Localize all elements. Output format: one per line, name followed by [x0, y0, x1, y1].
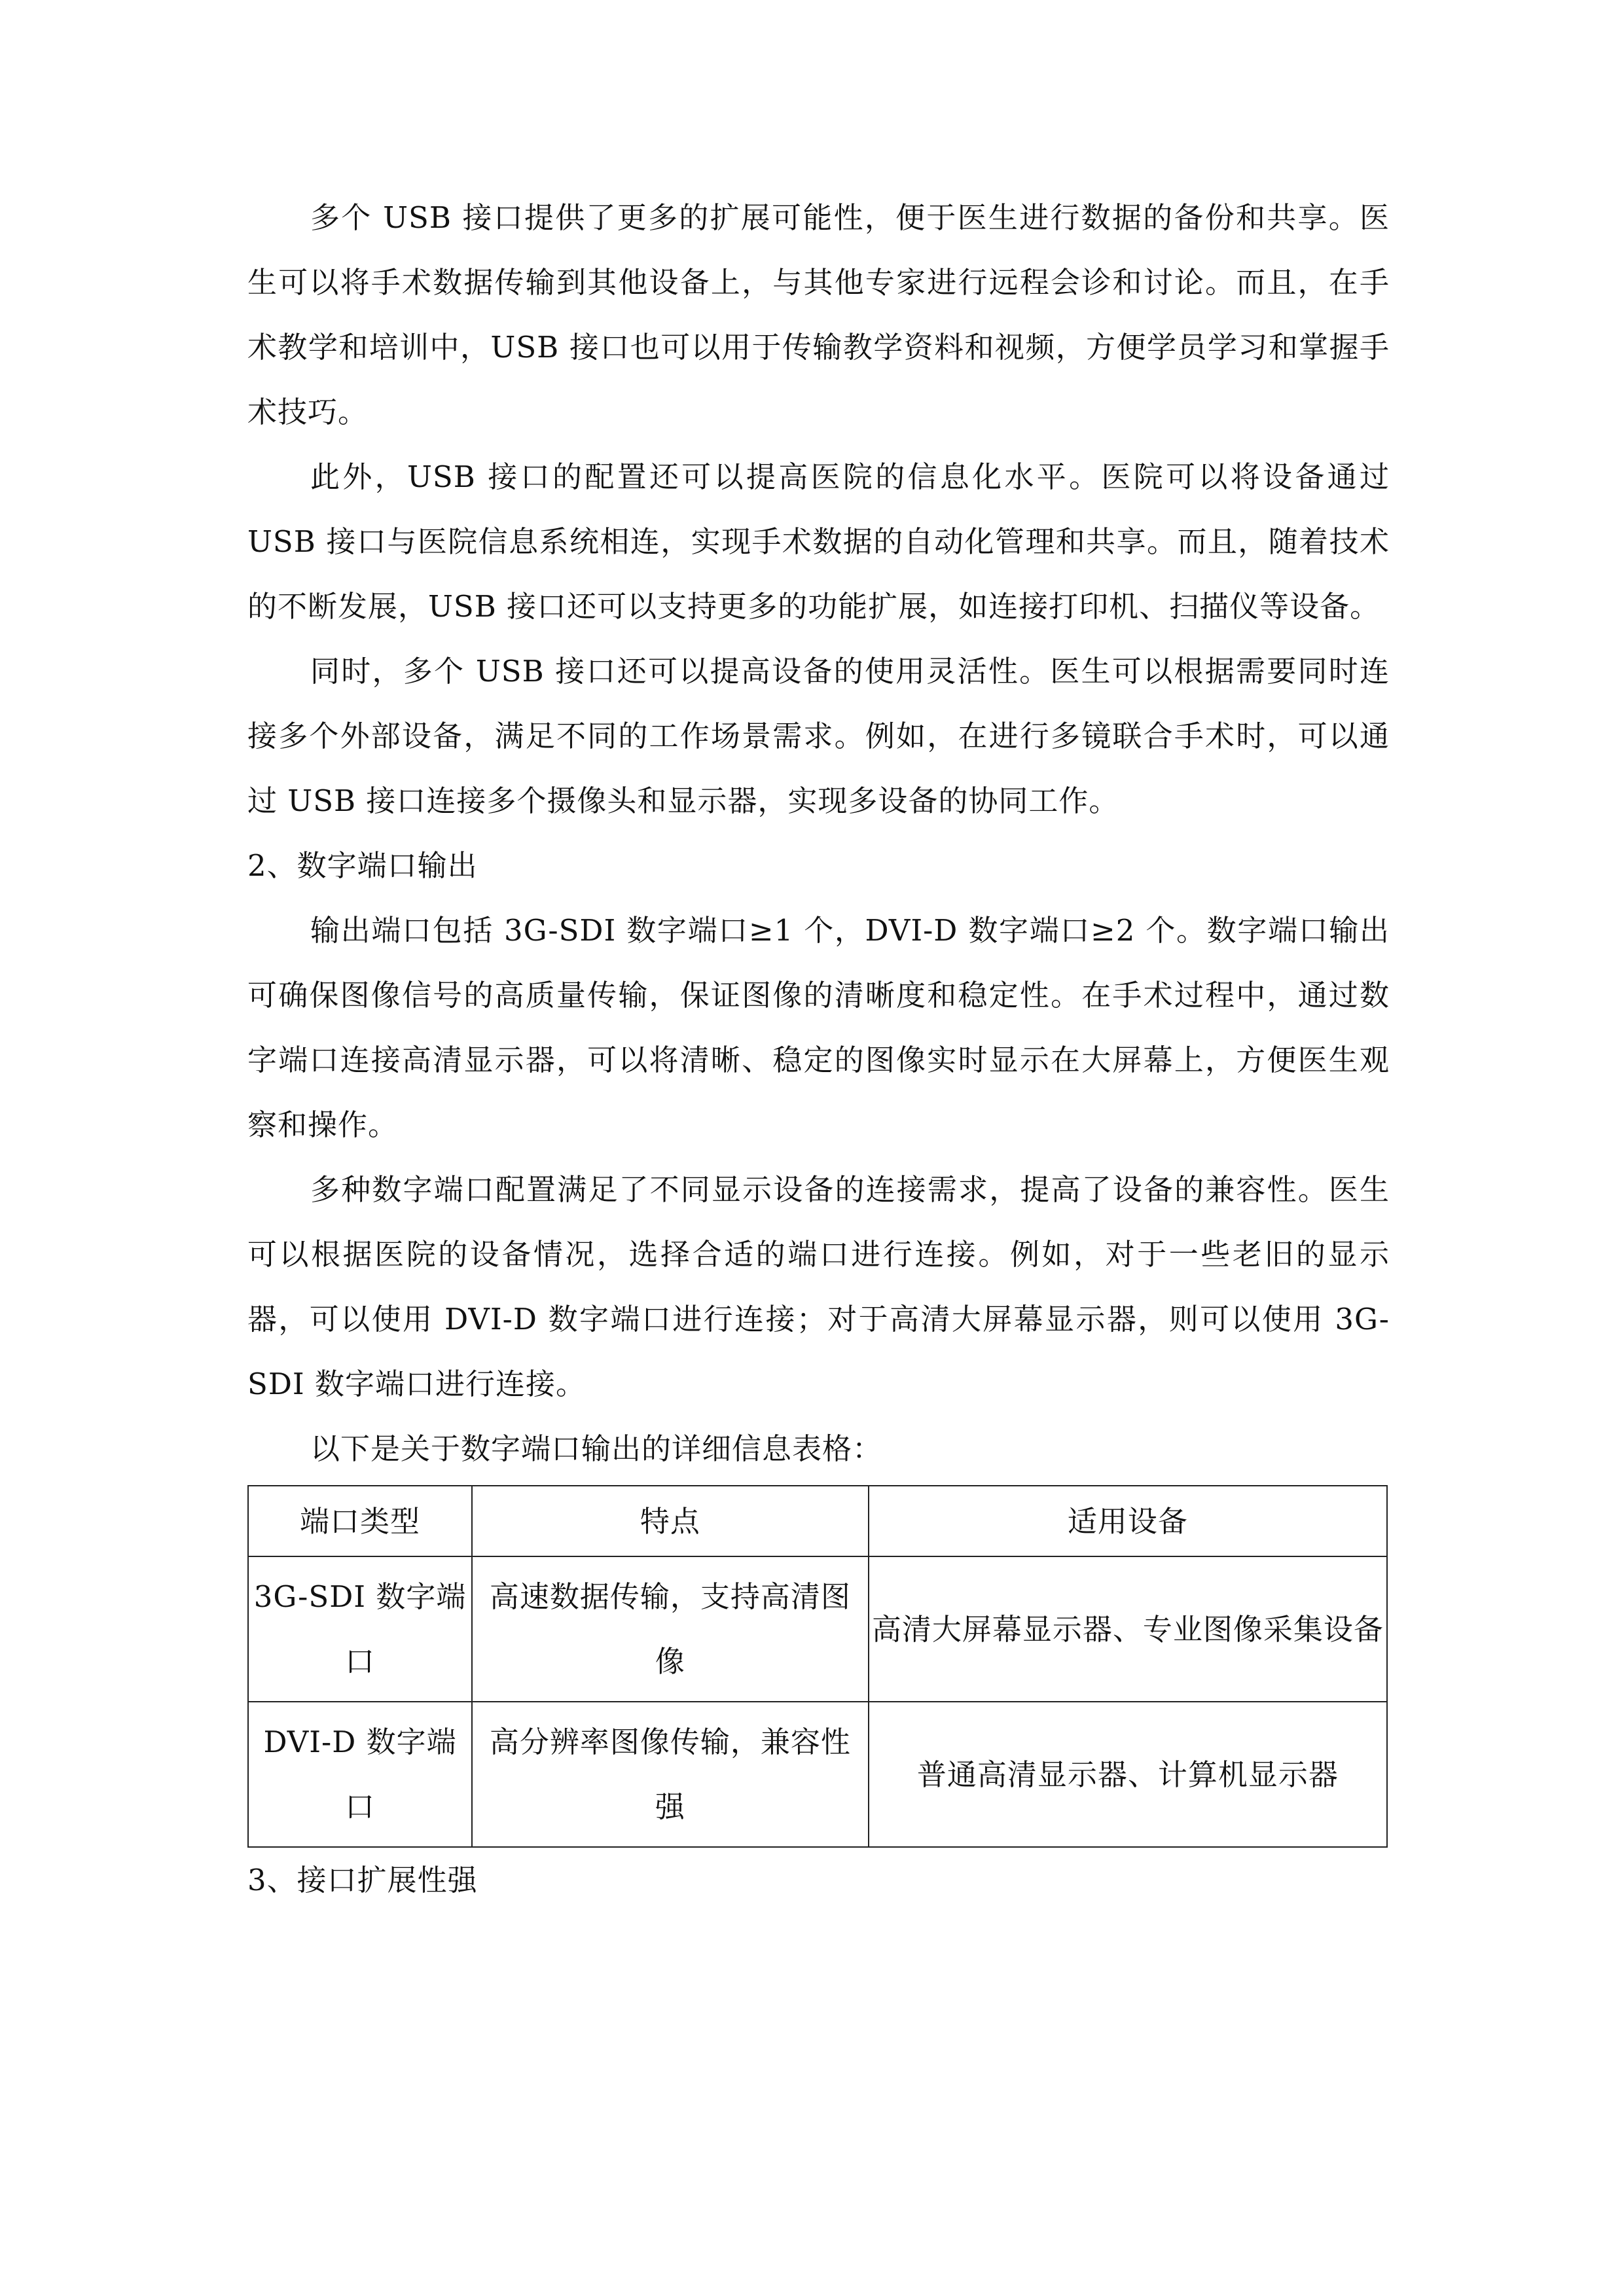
paragraph-table-intro: 以下是关于数字端口输出的详细信息表格： — [310, 1431, 883, 1466]
paragraph-port-compatibility: 多种数字端口配置满足了不同显示设备的连接需求，提高了设备的兼容性。医生可以根据医院的设备情况，选择合适的端口进行连接。例如，对于一些老旧的显示器，可以使用 DVI-D 数字端口进行连接；对于高清大屏幕显示器，则可以使用 3G-SDI 数字端口进行连接。 — [247, 1172, 1390, 1401]
table-row — [248, 1556, 1387, 1702]
table-cell: DVI-D 数字端口 — [248, 1702, 472, 1847]
table-cell: 普通高清显示器、计算机显示器 — [869, 1702, 1387, 1847]
table-cell: 高清大屏幕显示器、专业图像采集设备 — [869, 1556, 1387, 1702]
paragraph-output-ports: 输出端口包括 3G-SDI 数字端口≥1 个，DVI-D 数字端口≥2 个。数字端口输出可确保图像信号的高质量传输，保证图像的清晰度和稳定性。在手术过程中，通过数字端口连接高清显示器，可以将清晰、稳定的图像实时显示在大屏幕上，方便医生观察和操作。 — [247, 913, 1390, 1142]
paragraph-usb-flexibility: 同时，多个 USB 接口还可以提高设备的使用灵活性。医生可以根据需要同时连接多个外部设备，满足不同的工作场景需求。例如，在进行多镜联合手术时，可以通过 USB 接口连接多个摄像头和显示器，实现多设备的协同工作。 — [247, 654, 1390, 818]
table-header-cell: 端口类型 — [248, 1486, 472, 1556]
paragraph-usb-expansion: 多个 USB 接口提供了更多的扩展可能性，便于医生进行数据的备份和共享。医生可以将手术数据传输到其他设备上，与其他专家进行远程会诊和讨论。而且，在手术教学和培训中，USB 接口也可以用于传输教学资料和视频，方便学员学习和掌握手术技巧。 — [247, 200, 1390, 429]
table-cell: 3G-SDI 数字端口 — [248, 1556, 472, 1702]
table-header-cell: 特点 — [472, 1486, 869, 1556]
document-page — [247, 185, 1390, 1912]
section-heading-digital-output: 2、数字端口输出 — [247, 848, 478, 883]
table-header-cell: 适用设备 — [869, 1486, 1387, 1556]
table-cell: 高速数据传输，支持高清图像 — [472, 1556, 869, 1702]
table-header-row — [248, 1486, 1387, 1556]
port-info-table — [247, 1485, 1388, 1848]
paragraph-usb-informatization: 此外，USB 接口的配置还可以提高医院的信息化水平。医院可以将设备通过 USB 接口与医院信息系统相连，实现手术数据的自动化管理和共享。而且，随着技术的不断发展，USB 接口还可以支持更多的功能扩展，如连接打印机、扫描仪等设备。 — [247, 459, 1390, 624]
table-row — [248, 1702, 1387, 1847]
section-heading-interface-extensibility: 3、接口扩展性强 — [247, 1863, 478, 1897]
table-cell: 高分辨率图像传输，兼容性强 — [472, 1702, 869, 1847]
